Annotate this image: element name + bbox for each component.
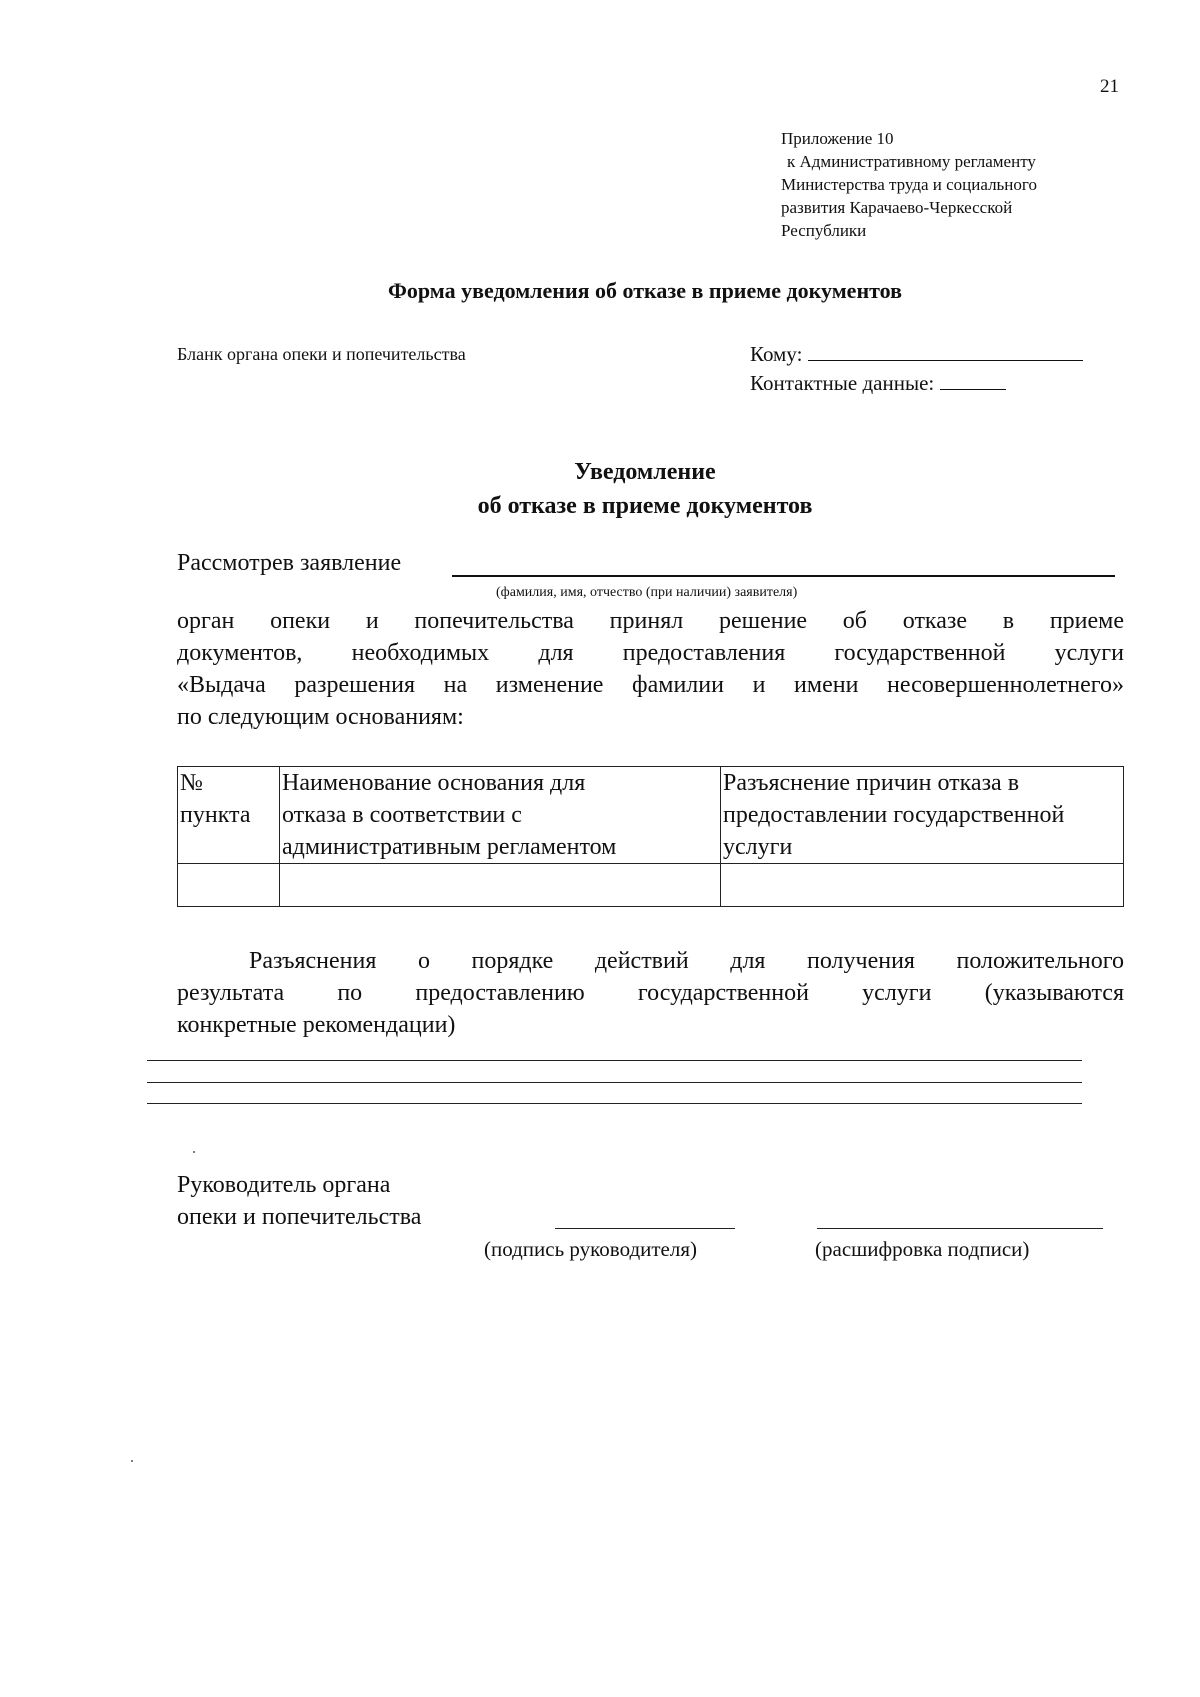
blank-label: Бланк органа опеки и попечительства bbox=[177, 344, 466, 364]
recipient-field[interactable] bbox=[808, 342, 1083, 361]
header-text: административным регламентом bbox=[282, 834, 617, 860]
scan-speck bbox=[131, 1460, 133, 1462]
appendix-block bbox=[781, 127, 1101, 242]
paragraph-line: Разъяснения о порядке действий для получения положительного bbox=[249, 948, 1124, 974]
applicant-caption: (фамилия, имя, отчество (при наличии) заявителя) bbox=[496, 585, 798, 600]
signer-line: опеки и попечительства bbox=[177, 1204, 422, 1230]
header-text: Наименование основания для bbox=[282, 770, 586, 796]
page-number: 21 bbox=[1100, 76, 1119, 97]
notice-title-line: Уведомление bbox=[574, 459, 716, 485]
paragraph-line: «Выдача разрешения на изменение фамилии и имени несовершеннолетнего» bbox=[177, 672, 1124, 698]
considered-label: Рассмотрев заявление bbox=[177, 550, 402, 576]
paragraph-line: по следующим основаниям: bbox=[177, 704, 464, 730]
paragraph-line: орган опеки и попечительства принял решение об отказе в приеме bbox=[177, 608, 1124, 634]
reasons-table bbox=[177, 766, 1124, 907]
recommendation-field[interactable] bbox=[147, 1103, 1082, 1104]
explanation-paragraph bbox=[177, 945, 1124, 1041]
signer-line: Руководитель органа bbox=[177, 1172, 391, 1198]
contacts-label: Контактные данные: bbox=[750, 371, 935, 395]
paragraph-line: конкретные рекомендации) bbox=[177, 1012, 456, 1038]
signature-decoding-field[interactable] bbox=[817, 1228, 1103, 1229]
notice-title-line: об отказе в приеме документов bbox=[477, 493, 813, 519]
recommendation-field[interactable] bbox=[147, 1082, 1082, 1083]
header-text: отказа в соответствии с bbox=[282, 802, 522, 828]
form-title: Форма уведомления об отказе в приеме документов bbox=[388, 278, 902, 303]
signer-title bbox=[177, 1169, 421, 1233]
notice-title bbox=[0, 455, 1200, 523]
appendix-line: Республики bbox=[781, 221, 867, 240]
table-header-row bbox=[178, 767, 1124, 864]
scan-speck bbox=[193, 1151, 195, 1153]
header-text: пункта bbox=[180, 802, 251, 828]
appendix-line: Приложение 10 bbox=[781, 129, 894, 148]
paragraph-line: документов, необходимых для предоставления государственной услуги bbox=[177, 640, 1124, 666]
table-cell[interactable] bbox=[280, 864, 721, 907]
contacts-field[interactable] bbox=[940, 371, 1006, 390]
decision-paragraph bbox=[177, 605, 1124, 733]
recipient-row bbox=[750, 342, 1083, 367]
header-cell-explanation bbox=[721, 767, 1124, 864]
header-text: Разъяснение причин отказа в bbox=[723, 770, 1020, 796]
appendix-line: Министерства труда и социального bbox=[781, 175, 1037, 194]
header-text: № bbox=[180, 770, 203, 796]
header-cell-number bbox=[178, 767, 280, 864]
paragraph-line: результата по предоставлению государственной услуги (указываются bbox=[177, 980, 1124, 1006]
applicant-name-field[interactable] bbox=[452, 575, 1115, 577]
header-cell-basis bbox=[280, 767, 721, 864]
header-text: услуги bbox=[723, 834, 793, 860]
to-label: Кому: bbox=[750, 342, 803, 366]
signature-field[interactable] bbox=[555, 1228, 735, 1229]
decoding-caption: (расшифровка подписи) bbox=[815, 1237, 1030, 1261]
table-cell[interactable] bbox=[178, 864, 280, 907]
appendix-line: к Административному регламенту bbox=[787, 152, 1036, 171]
signature-caption: (подпись руководителя) bbox=[484, 1237, 698, 1261]
header-text: предоставлении государственной bbox=[723, 802, 1065, 828]
table-cell[interactable] bbox=[721, 864, 1124, 907]
contacts-row bbox=[750, 371, 1006, 396]
recommendation-field[interactable] bbox=[147, 1060, 1082, 1061]
table-row bbox=[178, 864, 1124, 907]
appendix-line: развития Карачаево-Черкесской bbox=[781, 198, 1013, 217]
